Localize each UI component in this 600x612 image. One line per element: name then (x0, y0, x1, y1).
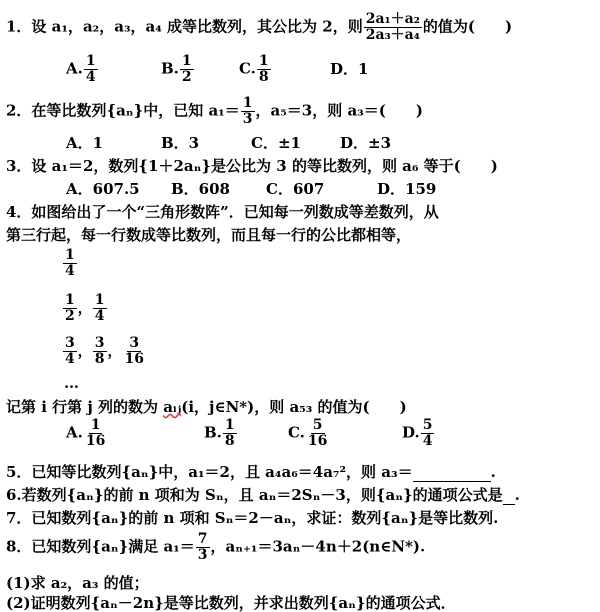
triangle-separator: ， (77, 301, 92, 317)
choice-letter: A. (66, 59, 83, 78)
q1-choice-b (161, 54, 195, 85)
fraction-den: 2 (65, 308, 75, 324)
fraction-den: 8 (224, 433, 235, 449)
q6-answer-blank[interactable] (503, 486, 515, 505)
q8-stem-pre: 8．已知数列{aₙ}满足 a₁＝ (6, 537, 195, 556)
fraction-num: 5 (422, 417, 433, 433)
q1-fraction-num: 2a₁＋a₂ (365, 11, 420, 27)
triangle-entry (63, 248, 77, 279)
triangle-entry (93, 293, 107, 324)
fraction-den: 3 (197, 547, 208, 563)
choice-letter: D. (402, 423, 420, 442)
fraction-den: 4 (94, 308, 105, 324)
q4-choice-a (66, 418, 108, 449)
choice-letter: C. (239, 59, 256, 78)
question-4-line-1: 4．如图给出了一个“三角形数阵”．已知每一列数成等差数列，从 (6, 203, 439, 221)
fraction-num: 5 (312, 417, 323, 433)
question-7: 7．已知数列{aₙ}的前 n 项和 Sₙ＝2－aₙ，求证：数列{aₙ}是等比数列. (6, 509, 499, 527)
q4-stem-a: 记第 i 行第 j 列的数为 (6, 398, 164, 416)
choice-fraction (84, 54, 98, 85)
q4-stem-symbol: aᵢⱼ (163, 398, 182, 416)
q1-choice-a (66, 54, 99, 85)
question-6 (6, 486, 520, 505)
q2-fraction (241, 96, 255, 127)
q5-stem-post: . (490, 463, 496, 481)
fraction-den: 3 (242, 111, 253, 127)
fraction-num: 3 (129, 335, 140, 351)
q4-choice-c (288, 418, 330, 449)
q1-stem-pre: 1．设 a₁，a₂，a₃，a₄ 成等比数列，其公比为 2，则 (6, 17, 363, 36)
fraction-den: 16 (307, 433, 328, 449)
fraction-num: 3 (94, 335, 105, 351)
fraction-num: 1 (258, 53, 269, 69)
fraction-den: 2 (181, 69, 192, 85)
triangle-entry (93, 336, 107, 367)
q1-fraction-den: 2a₃＋a₄ (365, 27, 420, 43)
q3-choice-b: B．608 (171, 180, 230, 198)
choice-fraction (180, 54, 194, 85)
question-4-stem (6, 398, 407, 416)
q8-fraction (196, 532, 210, 563)
triangle-row-3 (62, 336, 147, 367)
q2-choice-b: B．3 (161, 134, 200, 152)
triangle-entry (63, 336, 77, 367)
triangle-row-1 (62, 248, 78, 279)
fraction-den: 8 (94, 351, 105, 367)
fraction-den: 16 (85, 433, 106, 449)
choice-letter: B. (204, 423, 222, 442)
triangle-ellipsis: … (64, 374, 79, 392)
triangle-entry (63, 293, 77, 324)
triangle-entry (123, 336, 146, 367)
q6-stem-post: . (514, 486, 520, 504)
q4-choice-b (204, 418, 238, 449)
fraction-num: 1 (85, 53, 96, 69)
choice-fraction (223, 418, 237, 449)
q4-choice-d (402, 418, 435, 449)
choice-fraction (421, 418, 435, 449)
question-5 (6, 463, 496, 482)
fraction-num: 1 (90, 417, 101, 433)
fraction-num: 1 (181, 53, 192, 69)
fraction-num: 1 (242, 95, 253, 111)
fraction-den: 4 (422, 433, 433, 449)
fraction-num: 1 (65, 247, 75, 263)
q2-stem-pre: 2．在等比数列{aₙ}中，已知 a₁＝ (6, 101, 240, 120)
q5-answer-blank[interactable] (413, 463, 491, 482)
q2-choice-d: D．±3 (340, 134, 392, 152)
fraction-num: 3 (65, 335, 75, 351)
triangle-separator: ， (77, 344, 92, 360)
fraction-num: 1 (65, 292, 75, 308)
question-8-part-2: (2)证明数列{aₙ－2n}是等比数列，并求出数列{aₙ}的通项公式． (6, 594, 456, 612)
choice-letter: C. (288, 423, 305, 442)
q1-fraction (364, 12, 422, 43)
choice-text: 1 (358, 60, 369, 78)
triangle-row-2 (62, 293, 108, 324)
choice-letter: A. (66, 423, 83, 442)
question-3: 3．设 a₁＝2，数列{1＋2aₙ}是公比为 3 的等比数列，则 a₆ 等于( ) (6, 157, 498, 175)
choice-letter: D． (330, 60, 359, 78)
q3-choice-d: D．159 (377, 180, 437, 198)
choice-fraction (257, 54, 271, 85)
q3-choice-c: C．607 (266, 180, 325, 198)
question-1 (6, 12, 512, 43)
q2-choice-c: C．±1 (251, 134, 301, 152)
question-4-line-2: 第三行起，每一行数成等比数列，而且每一行的公比都相等， (6, 226, 412, 244)
q5-stem-pre: 5．已知等比数列{aₙ}中，a₁＝2，且 a₄a₆＝4a₇²，则 a₃＝ (6, 463, 413, 481)
fraction-den: 4 (65, 351, 75, 367)
fraction-den: 4 (65, 263, 75, 279)
q8-stem-post: ，aₙ₊₁＝3aₙ－4n＋2(n∈N*). (210, 537, 426, 556)
fraction-den: 4 (85, 69, 96, 85)
fraction-num: 1 (94, 292, 105, 308)
q1-choice-c (239, 54, 272, 85)
q1-stem-post: 的值为( ) (422, 17, 513, 36)
q2-choice-a: A．1 (66, 134, 104, 152)
question-8 (6, 532, 425, 563)
fraction-den: 8 (258, 69, 269, 85)
q2-stem-post: ，a₅＝3，则 a₃＝( ) (255, 101, 423, 120)
choice-fraction (306, 418, 329, 449)
question-8-part-1: (1)求 a₂，a₃ 的值； (6, 574, 149, 592)
fraction-num: 7 (197, 531, 208, 547)
q6-stem-pre: 6.若数列{aₙ}的前 n 项和为 Sₙ，且 aₙ＝2Sₙ－3，则{aₙ}的通项公式是 (6, 486, 503, 504)
q4-stem-b: (i，j∈N*)，则 a₅₃ 的值为( ) (181, 398, 407, 416)
q1-choice-d (330, 60, 368, 78)
q3-choice-a: A．607.5 (66, 180, 140, 198)
choice-fraction (84, 418, 107, 449)
question-2 (6, 96, 423, 127)
triangle-separator: ， (107, 344, 122, 360)
fraction-den: 16 (124, 351, 144, 367)
fraction-num: 1 (224, 417, 235, 433)
choice-letter: B. (161, 59, 179, 78)
